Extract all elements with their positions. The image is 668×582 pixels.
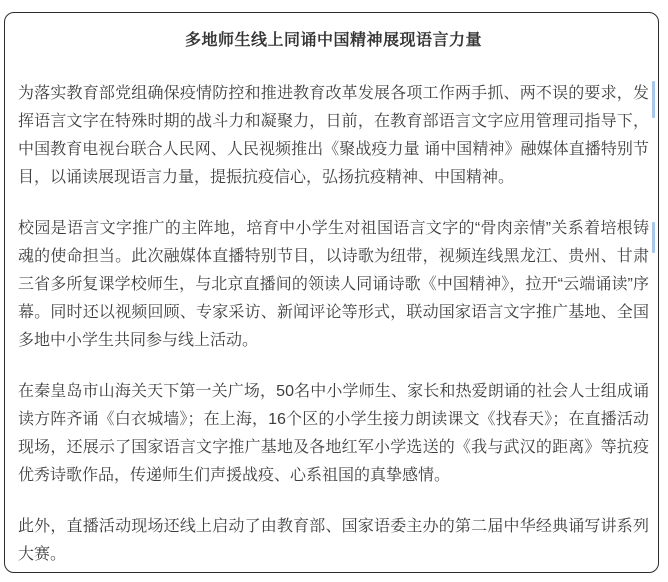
article-paragraph-3: 在秦皇岛市山海关天下第一关广场，50名中小学师生、家长和热爱朗诵的社会人士组成诵读方阵齐诵《白衣城墙》；在上海，16个区的小学生接力朗读课文《找春天》；在直播活动现场，还展示了国家语言文字推广基地及各地红军小学选送的《我与武汉的距离》等抗疫优秀诗歌作品，传递师生们声援战疫、心系祖国的真挚感情。 xyxy=(18,383,649,484)
line-end-highlight-artifact xyxy=(652,81,655,118)
article-paragraph-4: 此外，直播活动现场还线上启动了由教育部、国家语委主办的第二届中华经典诵写讲系列大赛。 xyxy=(18,518,649,563)
article-title: 多地师生线上同诵中国精神展现语言力量 xyxy=(184,32,482,49)
line-end-highlight-artifact xyxy=(652,222,655,253)
article-paragraph-2: 校园是语言文字推广的主阵地，培育中小学生对祖国语言文字的“骨肉亲情”关系着培根铸魂的使命担当。此次融媒体直播特别节目，以诗歌为纽带，视频连线黑龙江、贵州、甘肃三省多所复课学校师生，与北京直播间的领读人同诵诗歌《中国精神》，拉开“云端诵读”序幕。同时还以视频回顾、专家采访、新闻评论等形式，联动国家语言文字推广基地、全国多地中小学生共同参与线上活动。 xyxy=(18,220,649,349)
article-paragraph-1: 为落实教育部党组确保疫情防控和推进教育改革发展各项工作两手抓、两不误的要求，发挥语言文字在特殊时期的战斗力和凝聚力，日前，在教育部语言文字应用管理司指导下，中国教育电视台联合人民网、人民视频推出《聚战疫力量 诵中国精神》融媒体直播特别节目，以诵读展现语言力量，提振抗疫信心，弘扬抗疫精神、中国精神。 xyxy=(18,85,649,186)
article-card xyxy=(4,12,659,573)
